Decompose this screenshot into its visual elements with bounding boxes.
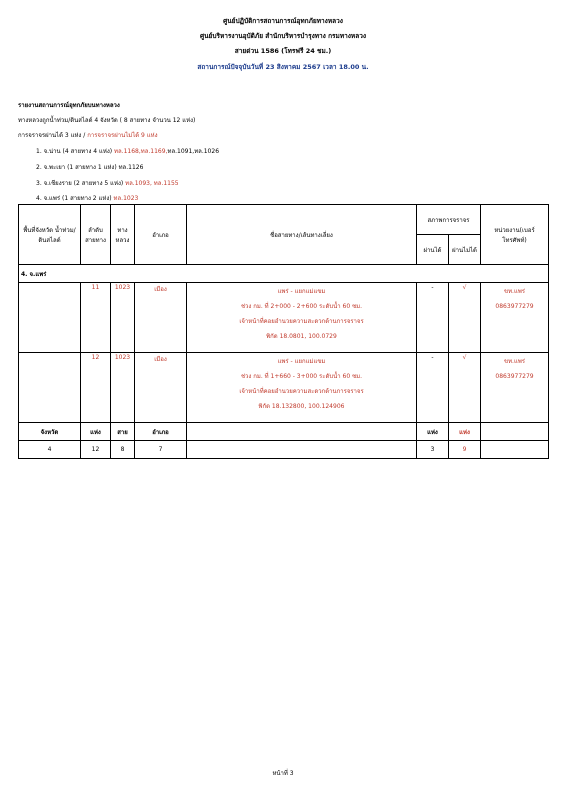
route-note: เจ้าหน้าที่คอยอำนวยความสะดวกด้านการจราจร [239, 318, 364, 325]
header-nopass: ผ่านไม่ได้ [449, 235, 481, 265]
cell-hwy: 1023 [111, 283, 135, 353]
unit-phone: 0863977279 [495, 373, 534, 380]
unit-name: ขท.แพร่ [504, 288, 526, 295]
table-row [19, 353, 549, 423]
province-routes-closed: ทล.1093, ทล.1155 [125, 180, 179, 187]
province-item [36, 178, 179, 188]
province-routes-open: ทล.1126 [118, 164, 144, 171]
totals-head-nopass: แห่ง [449, 423, 481, 441]
totals-head-pass: แห่ง [417, 423, 449, 441]
summary-traffic [18, 130, 158, 140]
totals-row [19, 441, 549, 459]
cell-district: เมือง [135, 283, 187, 353]
totals-head-place: แห่ง [81, 423, 111, 441]
province-item [36, 193, 138, 203]
totals-head-district: อำเภอ [135, 423, 187, 441]
province-item [36, 162, 143, 172]
totals-head-route: สาย [111, 423, 135, 441]
route-name: แพร่ - แยกแม่แขม [277, 358, 326, 365]
summary-title: รายงานสถานการณ์อุทกภัยบนทางหลวง [18, 102, 120, 109]
header-line-3: สายด่วน 1586 (โทรฟรี 24 ชม.) [234, 47, 332, 55]
cell-pass: - [417, 283, 449, 353]
cell-route [187, 283, 417, 353]
flood-report-table [18, 204, 549, 459]
total-place: 12 [81, 441, 111, 459]
summary-separator: / [81, 132, 88, 139]
total-nopass: 9 [449, 441, 481, 459]
total-route: 8 [111, 441, 135, 459]
province-routes-open: ทล.1091,ทล.1026 [167, 148, 220, 155]
province-label: 2. จ.พะเยา (1 สายทาง 1 แห่ง) [36, 164, 117, 171]
total-district: 7 [135, 441, 187, 459]
header-line-2: ศูนย์บริหารงานอุบัติภัย สำนักบริหารบำรุงทาง กรมทางหลวง [199, 32, 367, 40]
cell-route [187, 353, 417, 423]
unit-name: ขท.แพร่ [504, 358, 526, 365]
cell-unit [481, 353, 549, 423]
cell-seq: 11 [81, 283, 111, 353]
header-route: ชื่อสายทาง/เส้นทางเลี่ยง [187, 205, 417, 265]
table-row [19, 283, 549, 353]
province-item [36, 146, 219, 156]
province-routes-closed: ทล.1023 [113, 195, 139, 202]
summary-impassable: การจราจรผ่านไม่ได้ 9 แห่ง [87, 132, 158, 139]
route-name: แพร่ - แยกแม่แขม [277, 288, 326, 295]
cell-district: เมือง [135, 353, 187, 423]
route-detail: ช่วง กม. ที่ 2+000 - 2+600 ระดับน้ำ 60 ซม. [240, 303, 363, 310]
summary-line-1: ทางหลวงถูกน้ำท่วม/ดินสไลด์ 4 จังหวัด ( 8 สายทาง จำนวน 12 แห่ง) [18, 117, 196, 124]
province-label: 4. จ.แพร่ (1 สายทาง 2 แห่ง) [36, 195, 112, 202]
cell-nopass: √ [449, 283, 481, 353]
header-hwy: ทาง หลวง [111, 205, 135, 265]
cell-seq: 12 [81, 353, 111, 423]
cell-unit [481, 283, 549, 353]
header-seq: ลำดับ สายทาง [81, 205, 111, 265]
page-number: หน้าที่ 3 [272, 770, 294, 777]
header-line-1: ศูนย์ปฏิบัติการสถานการณ์อุทกภัยทางหลวง [223, 17, 343, 25]
summary-passable: การจราจรผ่านได้ 3 แห่ง [18, 132, 82, 139]
header-district: อำเภอ [135, 205, 187, 265]
totals-head-province: จังหวัด [19, 423, 81, 441]
route-coord: พิกัด 18.132800, 100.124906 [258, 403, 345, 410]
province-routes-closed: ทล.1168,ทล.1169, [114, 148, 168, 155]
cell-hwy: 1023 [111, 353, 135, 423]
unit-phone: 0863977279 [495, 303, 534, 310]
cell-nopass: √ [449, 353, 481, 423]
header-unit: หน่วยงาน(เบอร์โทรศัพท์) [481, 205, 549, 265]
section-province: 4. จ.แพร่ [19, 265, 549, 283]
header-area: พื้นที่จังหวัด น้ำท่วม/ดินสไลด์ [19, 205, 81, 265]
totals-header-row [19, 423, 549, 441]
header-status-date: สถานการณ์ปัจจุบันวันที่ 23 สิงหาคม 2567 เวลา 18.00 น. [197, 63, 369, 71]
route-coord: พิกัด 18.0801, 100.0729 [266, 333, 337, 340]
header-traffic: สภาพการจราจร [417, 205, 481, 235]
route-note: เจ้าหน้าที่คอยอำนวยความสะดวกด้านการจราจร [239, 388, 364, 395]
route-detail: ช่วง กม. ที่ 1+660 - 3+000 ระดับน้ำ 60 ซม. [240, 373, 363, 380]
total-province: 4 [19, 441, 81, 459]
province-label: 3. จ.เชียงราย (2 สายทาง 5 แห่ง) [36, 180, 124, 187]
province-label: 1. จ.น่าน (4 สายทาง 4 แห่ง) [36, 148, 113, 155]
total-pass: 3 [417, 441, 449, 459]
header-pass: ผ่านได้ [417, 235, 449, 265]
cell-pass: - [417, 353, 449, 423]
